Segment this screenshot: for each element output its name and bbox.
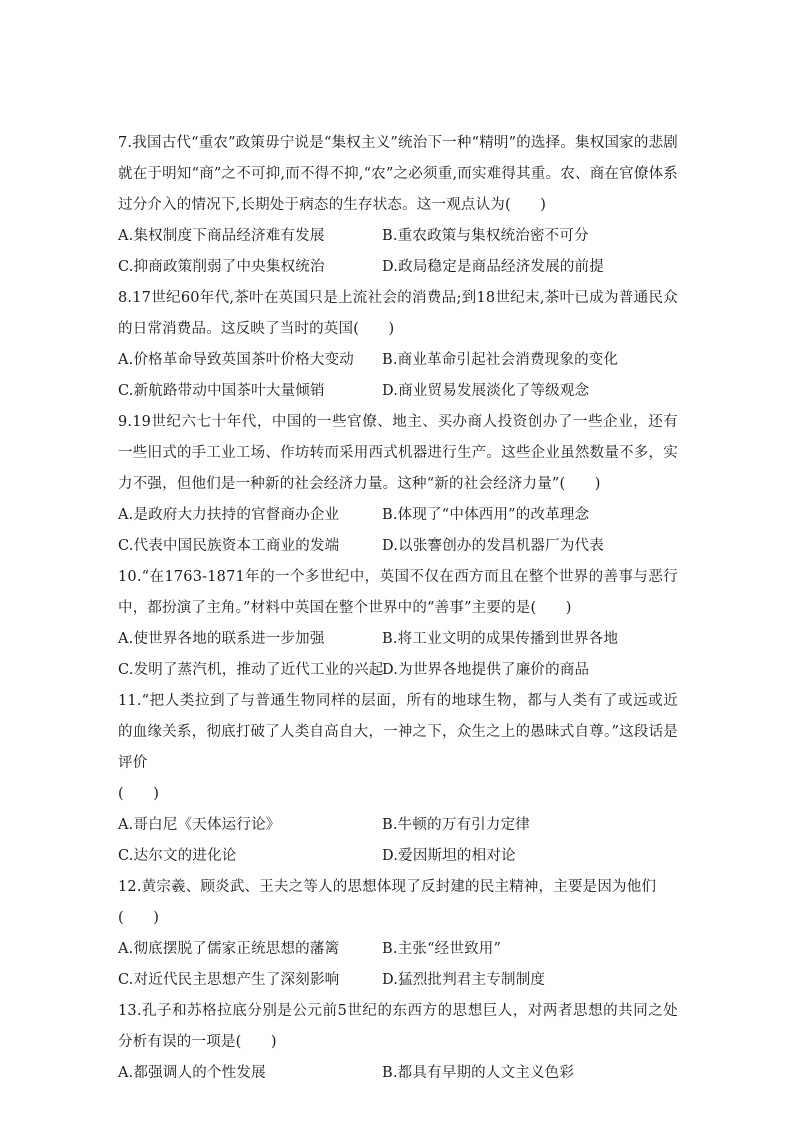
option-a: A.是政府大力扶持的官督商办企业 <box>118 507 340 523</box>
option-group <box>118 221 678 283</box>
question-8 <box>118 283 678 407</box>
option-a: A.集权制度下商品经济难有发展 <box>118 228 325 244</box>
option-group <box>118 1058 678 1089</box>
question-stem: 12.黄宗羲、顾炎武、王夫之等人的思想体现了反封建的民主精神，主要是因为他们 <box>118 879 657 895</box>
option-d: D.以张謇创办的发昌机器厂为代表 <box>382 538 604 554</box>
option-b: B.商业革命引起社会消费现象的变化 <box>382 352 619 368</box>
answer-paren: ( ) <box>118 910 160 926</box>
option-a: A.价格革命导致英国茶叶价格大变动 <box>118 352 354 368</box>
question-13 <box>118 996 678 1089</box>
option-d: D.爱因斯坦的相对论 <box>382 848 516 864</box>
option-d: D.猛烈批判君主专制制度 <box>382 972 546 988</box>
option-d: D.商业贸易发展淡化了等级观念 <box>382 383 590 399</box>
option-group <box>118 624 678 686</box>
question-stem: 10.“在1763-1871年的一个多世纪中，英国不仅在西方而且在整个世界的善事与恶行中，都扮演了主角。”材料中英国在整个世界中的“善事”主要的是( ) <box>118 569 678 616</box>
question-stem: 9.19世纪六七十年代，中国的一些官僚、地主、买办商人投资创办了一些企业，还有一些旧式的手工业工场、作坊转而采用西式机器进行生产。这些企业虽然数量不多，实力不强，但他们是一种新的社会经济力量。这种“新的社会经济力量”( ) <box>118 414 678 492</box>
option-b: B.体现了“中体西用”的改革理念 <box>382 507 590 523</box>
answer-paren: ( ) <box>118 786 160 802</box>
option-b: B.都具有早期的人文主义色彩 <box>382 1065 575 1081</box>
question-11 <box>118 686 678 872</box>
option-group <box>118 345 678 407</box>
question-list <box>118 128 678 1089</box>
option-c: C.新航路带动中国茶叶大量倾销 <box>118 383 325 399</box>
option-b: B.牛顿的万有引力定律 <box>382 817 530 833</box>
option-a: A.彻底摆脱了儒家正统思想的藩篱 <box>118 941 340 957</box>
question-stem: 11.“把人类拉到了与普通生物同样的层面，所有的地球生物，都与人类有了或远或近的血缘关系，彻底打破了人类自高自大，一神之下，众生之上的愚昧式自尊。”这段话是评价 <box>118 693 678 771</box>
option-a: A.都强调人的个性发展 <box>118 1065 266 1081</box>
option-d: D.为世界各地提供了廉价的商品 <box>382 662 590 678</box>
question-9 <box>118 407 678 562</box>
question-stem: 13.孔子和苏格拉底分别是公元前5世纪的东西方的思想巨人，对两者思想的共同之处分析有误的一项是( ) <box>118 1003 678 1050</box>
option-a: A.哥白尼《天体运行论》 <box>118 817 281 833</box>
question-12 <box>118 872 678 996</box>
option-b: B.主张“经世致用” <box>382 941 502 957</box>
option-group <box>118 810 678 872</box>
question-10 <box>118 562 678 686</box>
option-c: C.抑商政策削弱了中央集权统治 <box>118 259 325 275</box>
option-group <box>118 934 678 996</box>
question-stem: 8.17世纪60年代,茶叶在英国只是上流社会的消费品;到18世纪末,茶叶已成为普通民众的日常消费品。这反映了当时的英国( ) <box>118 290 678 337</box>
option-c: C.达尔文的进化论 <box>118 848 237 864</box>
option-a: A.使世界各地的联系进一步加强 <box>118 631 325 647</box>
option-group <box>118 500 678 562</box>
question-stem: 7.我国古代“重农”政策毋宁说是“集权主义”统治下一种“精明”的选择。集权国家的悲剧就在于明知“商”之不可抑,而不得不抑,“农”之必须重,而实难得其重。农、商在官僚体系过分介入的情况下,长期处于病态的生存状态。这一观点认为( ) <box>118 135 678 213</box>
option-b: B.将工业文明的成果传播到世界各地 <box>382 631 619 647</box>
option-c: C.对近代民主思想产生了深刻影响 <box>118 972 340 988</box>
option-d: D.政局稳定是商品经济发展的前提 <box>382 259 604 275</box>
question-7 <box>118 128 678 283</box>
option-c: C.代表中国民族资本工商业的发端 <box>118 538 340 554</box>
option-b: B.重农政策与集权统治密不可分 <box>382 228 589 244</box>
option-c: C.发明了蒸汽机，推动了近代工业的兴起 <box>118 662 384 678</box>
